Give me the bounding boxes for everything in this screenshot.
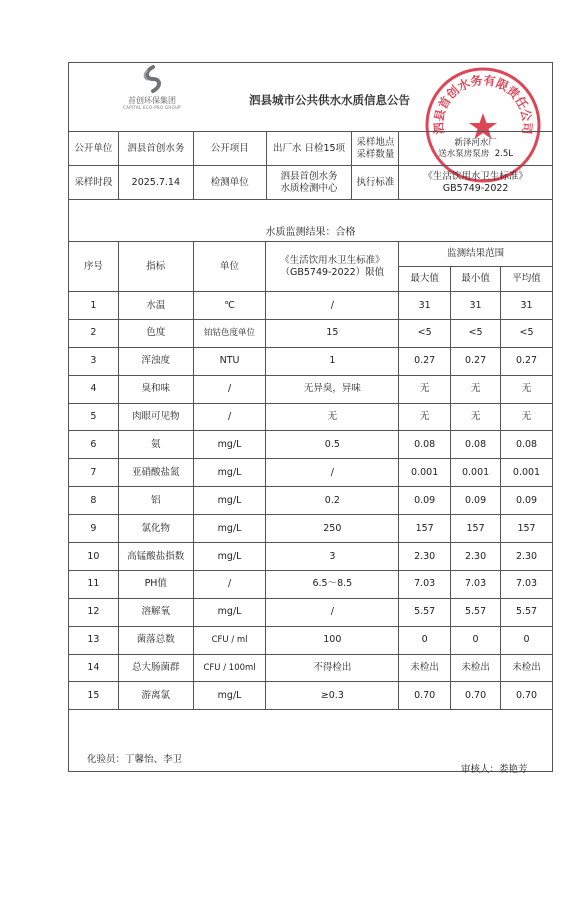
standard-value-1: 《生活饮用水卫生标准》: [423, 170, 528, 182]
table-row: [69, 515, 553, 543]
table-row: [69, 375, 553, 403]
row-unit: ℃: [193, 292, 266, 320]
row-limit: 0.2: [266, 487, 399, 515]
row-unit: mg/L: [193, 459, 266, 487]
location-label: 采样地点: [356, 136, 395, 148]
header-max: 最大值: [399, 267, 451, 292]
row-min: 0.001: [451, 459, 501, 487]
row-avg: 0.08: [501, 431, 553, 459]
header-limit-2: （GB5749-2022）限值: [280, 266, 385, 278]
table-row: [69, 431, 553, 459]
row-no: 9: [69, 515, 119, 543]
table-row: [69, 319, 553, 347]
table-row: [69, 543, 553, 571]
row-indicator: 总大肠菌群: [118, 654, 193, 682]
row-limit: 6.5～8.5: [266, 570, 399, 598]
row-limit: 无异臭，异味: [266, 375, 399, 403]
header-limit: [266, 242, 399, 292]
row-unit: 铂钴色度单位: [193, 319, 266, 347]
row-no: 7: [69, 459, 119, 487]
row-max: 0.09: [399, 487, 451, 515]
unit-label: 检测单位: [193, 166, 266, 200]
row-avg: 无: [501, 403, 553, 431]
standard-value: [399, 166, 553, 200]
table-row: [69, 654, 553, 682]
location-value: 新泽河水厂: [454, 137, 497, 148]
row-unit: mg/L: [193, 431, 266, 459]
row-min: 无: [451, 375, 501, 403]
row-indicator: 氨: [118, 431, 193, 459]
row-no: 1: [69, 292, 119, 320]
row-indicator: 氯化物: [118, 515, 193, 543]
row-avg: 0: [501, 626, 553, 654]
location-quantity-values: [399, 132, 553, 166]
header-indicator: 指标: [118, 242, 193, 292]
publisher-label: 公开单位: [69, 132, 119, 166]
row-indicator: 臭和味: [118, 375, 193, 403]
location-value-2: 送水泵房泵房: [438, 148, 490, 159]
row-limit: /: [266, 292, 399, 320]
row-unit: mg/L: [193, 543, 266, 571]
logo-mark-icon: [139, 65, 167, 93]
row-unit: NTU: [193, 347, 266, 375]
row-max: 0: [399, 626, 451, 654]
row-avg: 157: [501, 515, 553, 543]
company-logo: [117, 65, 187, 115]
row-indicator: 色度: [118, 319, 193, 347]
row-min: 2.30: [451, 543, 501, 571]
row-max: 0.70: [399, 682, 451, 710]
row-min: 0.27: [451, 347, 501, 375]
row-min: <5: [451, 319, 501, 347]
publisher-value: 泗县首创水务: [118, 132, 193, 166]
date-label: 采样时段: [69, 166, 119, 200]
header-range: 监测结果范围: [399, 242, 553, 267]
row-max: 0.27: [399, 347, 451, 375]
logo-name: 首创环保集团: [128, 96, 176, 105]
row-limit: 3: [266, 543, 399, 571]
row-max: 0.001: [399, 459, 451, 487]
location-quantity-labels: [352, 132, 399, 166]
row-unit: CFU / 100ml: [193, 654, 266, 682]
table-row: [69, 626, 553, 654]
row-max: 2.30: [399, 543, 451, 571]
row-avg: 未检出: [501, 654, 553, 682]
row-max: 7.03: [399, 570, 451, 598]
tester-signature: 化验员：丁馨怡、李卫: [87, 754, 183, 765]
row-max: 5.57: [399, 598, 451, 626]
row-unit: mg/L: [193, 515, 266, 543]
row-avg: 0.70: [501, 682, 553, 710]
row-limit: /: [266, 459, 399, 487]
row-limit: 不得检出: [266, 654, 399, 682]
row-max: 未检出: [399, 654, 451, 682]
row-min: 7.03: [451, 570, 501, 598]
row-avg: <5: [501, 319, 553, 347]
header-min: 最小值: [451, 267, 501, 292]
row-min: 31: [451, 292, 501, 320]
row-indicator: 溶解氧: [118, 598, 193, 626]
date-value: 2025.7.14: [118, 166, 193, 200]
row-indicator: 高锰酸盐指数: [118, 543, 193, 571]
row-min: 157: [451, 515, 501, 543]
row-limit: ≥0.3: [266, 682, 399, 710]
row-indicator: 菌落总数: [118, 626, 193, 654]
row-no: 5: [69, 403, 119, 431]
table-row: [69, 292, 553, 320]
row-no: 4: [69, 375, 119, 403]
row-max: 无: [399, 375, 451, 403]
row-avg: 2.30: [501, 543, 553, 571]
row-limit: 250: [266, 515, 399, 543]
row-no: 12: [69, 598, 119, 626]
row-avg: 0.001: [501, 459, 553, 487]
row-min: 0: [451, 626, 501, 654]
unit-value-1: 泗县首创水务: [280, 170, 338, 182]
row-max: <5: [399, 319, 451, 347]
standard-label: 执行标准: [352, 166, 399, 200]
result-title: 水质监测结果：合格: [265, 227, 356, 238]
row-indicator: 水温: [118, 292, 193, 320]
row-min: 0.09: [451, 487, 501, 515]
row-unit: /: [193, 403, 266, 431]
row-indicator: 游离氯: [118, 682, 193, 710]
table-row: [69, 682, 553, 710]
info-table: [68, 131, 553, 200]
row-no: 14: [69, 654, 119, 682]
row-max: 31: [399, 292, 451, 320]
header-no: 序号: [69, 242, 119, 292]
table-row: [69, 570, 553, 598]
row-no: 10: [69, 543, 119, 571]
row-limit: 1: [266, 347, 399, 375]
row-unit: CFU / ml: [193, 626, 266, 654]
row-limit: 100: [266, 626, 399, 654]
row-unit: mg/L: [193, 487, 266, 515]
row-unit: /: [193, 570, 266, 598]
row-unit: /: [193, 375, 266, 403]
table-row: [69, 459, 553, 487]
row-limit: /: [266, 598, 399, 626]
row-min: 0.70: [451, 682, 501, 710]
row-avg: 31: [501, 292, 553, 320]
row-no: 11: [69, 570, 119, 598]
row-unit: mg/L: [193, 598, 266, 626]
table-row: [69, 403, 553, 431]
item-value: 出厂水 日检15项: [266, 132, 352, 166]
row-min: 未检出: [451, 654, 501, 682]
quantity-label: 采样数量: [356, 148, 395, 160]
row-avg: 无: [501, 375, 553, 403]
row-no: 3: [69, 347, 119, 375]
reviewer-signature: 审核人：娄艳芳: [461, 764, 528, 775]
notice-sheet: [68, 62, 553, 775]
row-no: 2: [69, 319, 119, 347]
header-unit: 单位: [193, 242, 266, 292]
row-min: 0.08: [451, 431, 501, 459]
row-indicator: PH值: [118, 570, 193, 598]
unit-value-2: 水质检测中心: [280, 182, 338, 194]
row-avg: 7.03: [501, 570, 553, 598]
row-max: 0.08: [399, 431, 451, 459]
table-row: [69, 347, 553, 375]
unit-value: [266, 166, 352, 200]
row-no: 8: [69, 487, 119, 515]
row-limit: 0.5: [266, 431, 399, 459]
row-indicator: 肉眼可见物: [118, 403, 193, 431]
row-avg: 5.57: [501, 598, 553, 626]
row-max: 157: [399, 515, 451, 543]
quantity-value: 2.5L: [494, 148, 513, 159]
row-limit: 无: [266, 403, 399, 431]
table-row: [69, 598, 553, 626]
row-unit: mg/L: [193, 682, 266, 710]
header-limit-1: 《生活饮用水卫生标准》: [280, 254, 385, 266]
seal-text: 泗县首创水务有限责任公司: [431, 73, 535, 135]
logo-subtitle: CAPITAL ECO-PRO GROUP: [123, 105, 181, 110]
standard-value-2: GB5749-2022: [442, 182, 509, 194]
row-no: 6: [69, 431, 119, 459]
row-no: 15: [69, 682, 119, 710]
row-indicator: 浑浊度: [118, 347, 193, 375]
row-avg: 0.27: [501, 347, 553, 375]
table-row: [69, 487, 553, 515]
item-label: 公开项目: [193, 132, 266, 166]
row-indicator: 铝: [118, 487, 193, 515]
row-indicator: 亚硝酸盐氮: [118, 459, 193, 487]
row-max: 无: [399, 403, 451, 431]
row-min: 无: [451, 403, 501, 431]
row-limit: 15: [266, 319, 399, 347]
row-min: 5.57: [451, 598, 501, 626]
header-avg: 平均值: [501, 267, 553, 292]
page-title: 泗县城市公共供水水质信息公告: [249, 93, 410, 107]
row-no: 13: [69, 626, 119, 654]
results-table: [68, 241, 553, 710]
row-avg: 0.09: [501, 487, 553, 515]
